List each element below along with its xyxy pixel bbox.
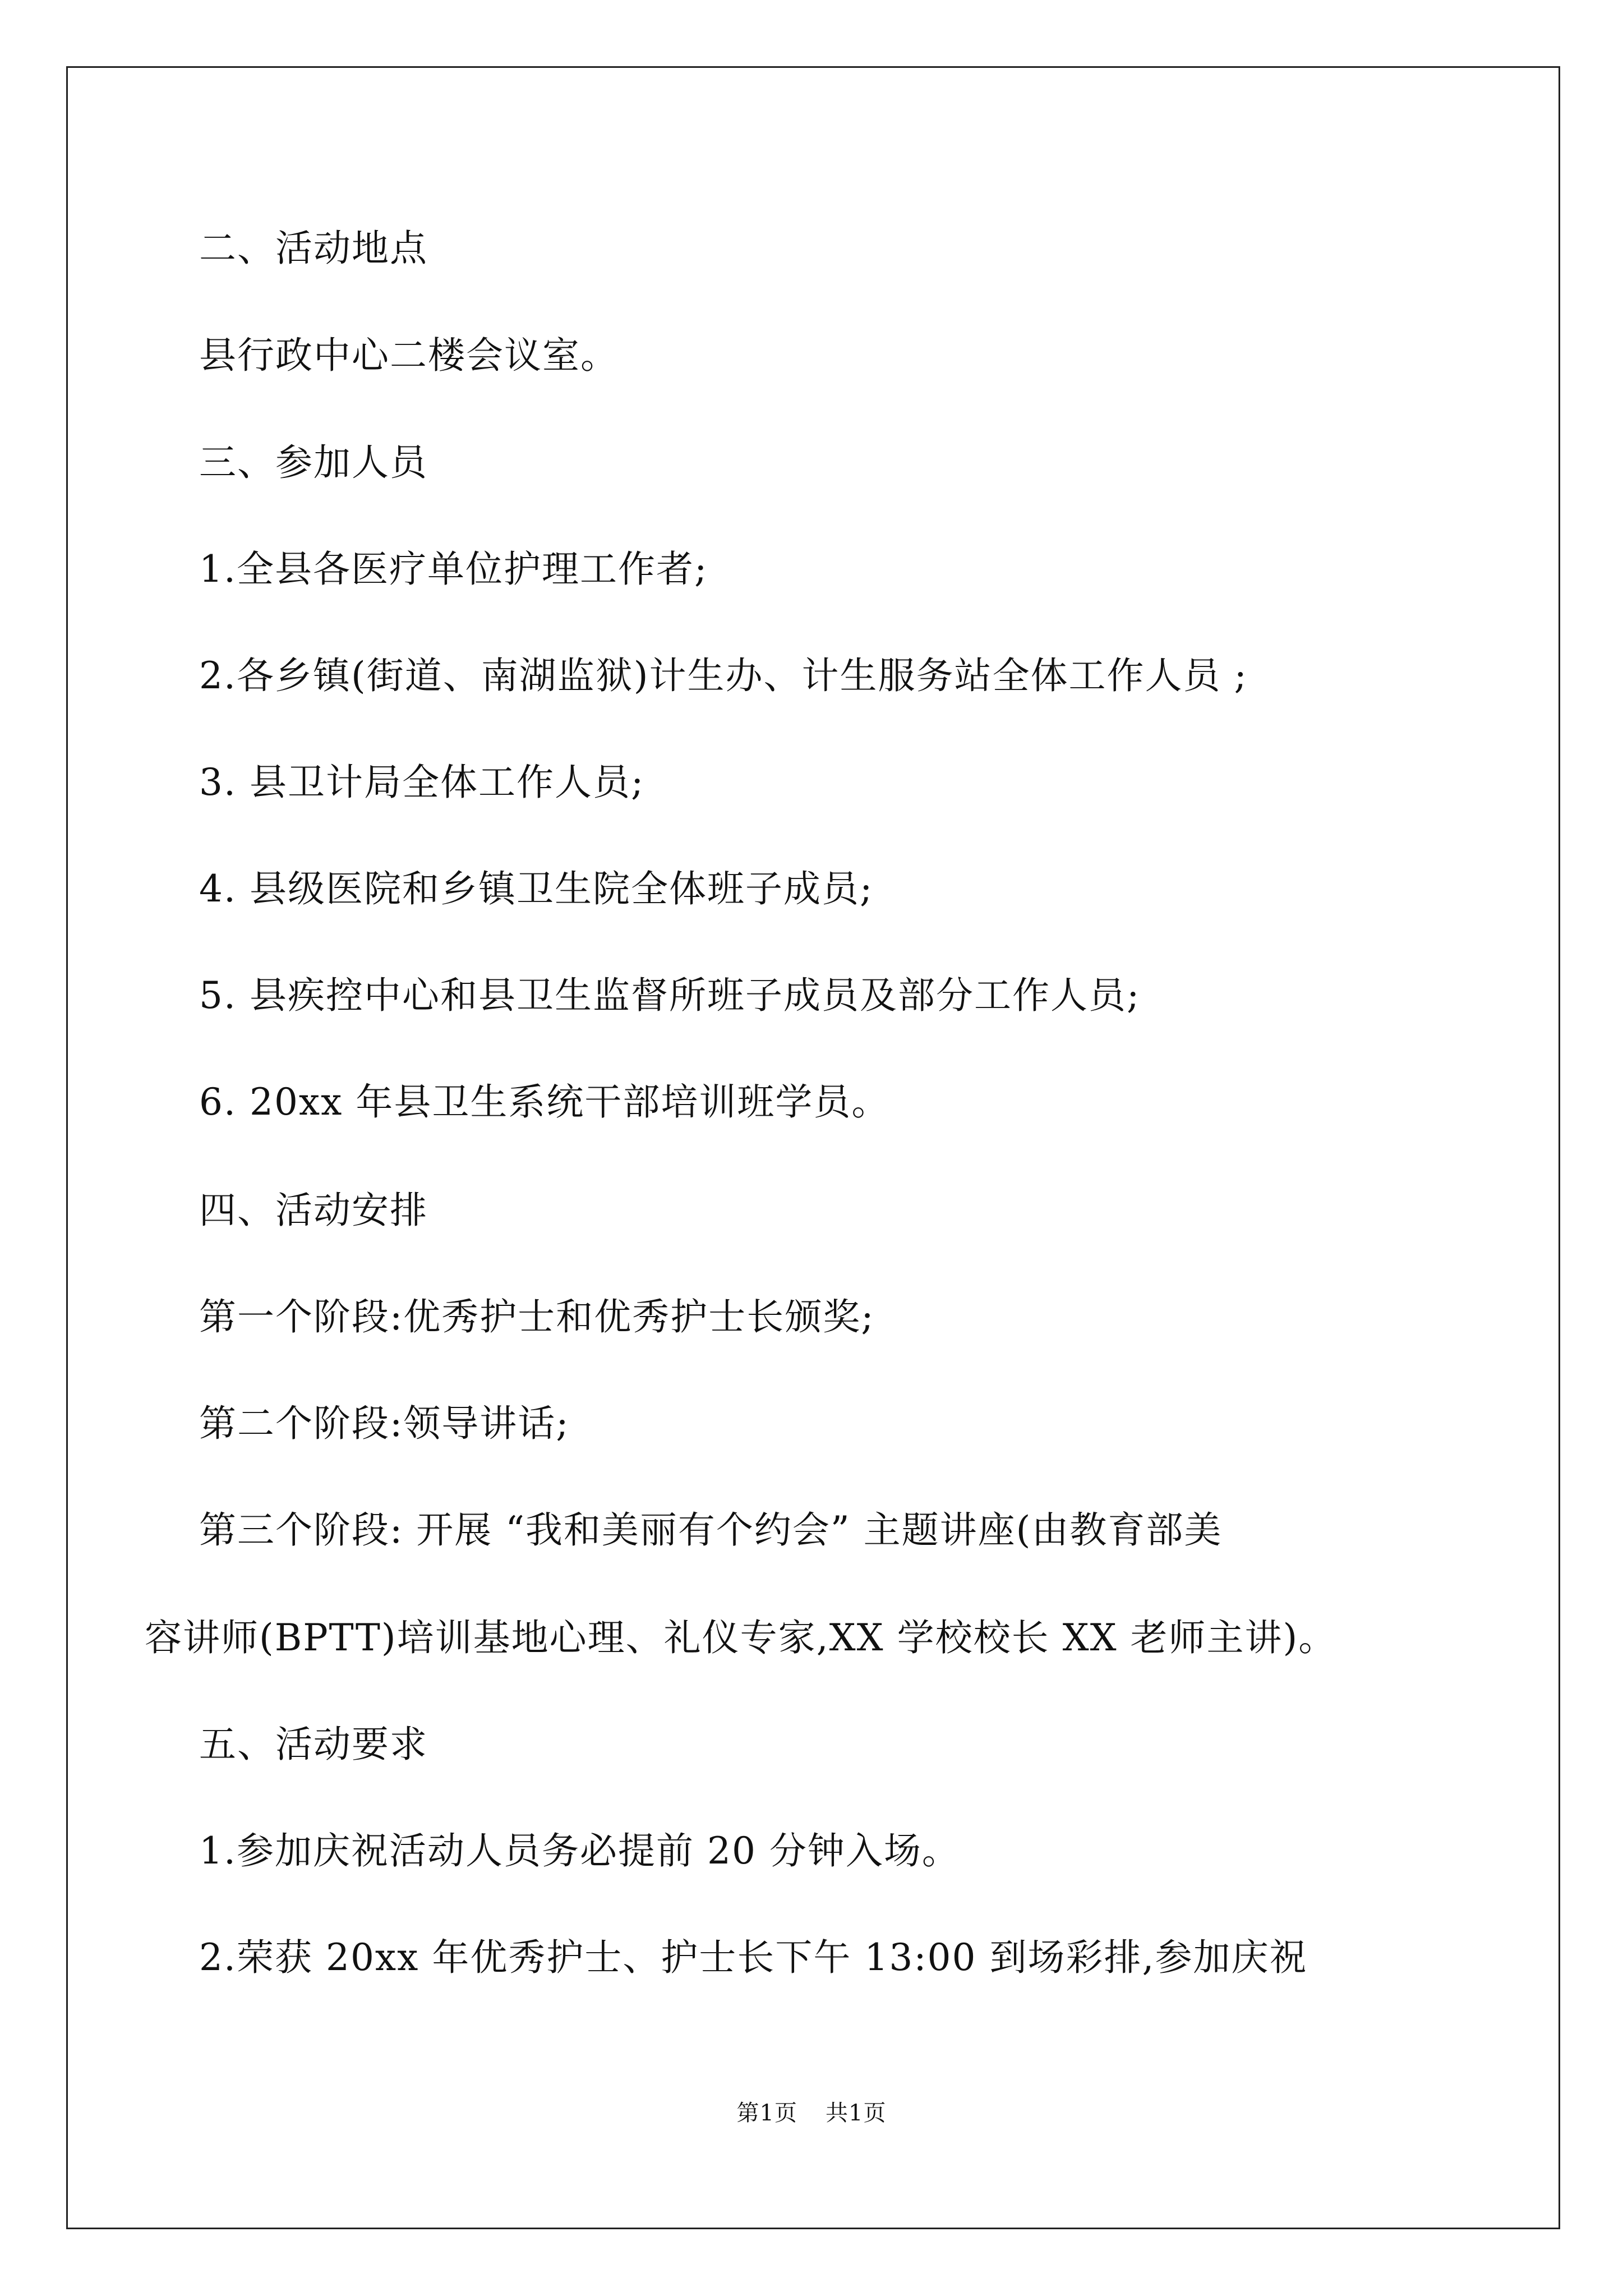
- paragraph: 县行政中心二楼会议室。: [199, 334, 619, 377]
- list-item: 1.全县各医疗单位护理工作者;: [199, 547, 708, 591]
- section-heading: 二、活动地点: [199, 227, 428, 270]
- section-heading: 三、参加人员: [199, 441, 428, 484]
- list-item: 2.荣获 20xx 年优秀护士、护士长下午 13:00 到场彩排,参加庆祝: [199, 1936, 1308, 1979]
- list-item: 4. 县级医院和乡镇卫生院全体班子成员;: [199, 867, 874, 910]
- paragraph: 第三个阶段: 开展 “我和美丽有个约会” 主题讲座(由教育部美: [199, 1508, 1223, 1552]
- page-number: 第1页: [736, 2100, 797, 2126]
- paragraph: 第一个阶段:优秀护士和优秀护士长颁奖;: [199, 1295, 875, 1338]
- paragraph-continuation: 容讲师(BPTT)培训基地心理、礼仪专家,XX 学校校长 XX 老师主讲)。: [145, 1616, 1337, 1659]
- page-border: [66, 66, 1560, 2229]
- page-total: 共1页: [826, 2100, 887, 2126]
- paragraph: 第二个阶段:领导讲话;: [199, 1402, 570, 1445]
- list-item: 6. 20xx 年县卫生系统干部培训班学员。: [199, 1080, 890, 1124]
- section-heading: 四、活动安排: [199, 1189, 428, 1232]
- list-item: 3. 县卫计局全体工作人员;: [199, 761, 645, 804]
- list-item: 2.各乡镇(街道、南湖监狱)计生办、计生服务站全体工作人员 ;: [199, 654, 1248, 697]
- list-item: 1.参加庆祝活动人员务必提前 20 分钟入场。: [199, 1829, 960, 1872]
- section-heading: 五、活动要求: [199, 1723, 428, 1766]
- list-item: 5. 县疾控中心和县卫生监督所班子成员及部分工作人员;: [199, 974, 1141, 1017]
- page-footer: [0, 2099, 1623, 2127]
